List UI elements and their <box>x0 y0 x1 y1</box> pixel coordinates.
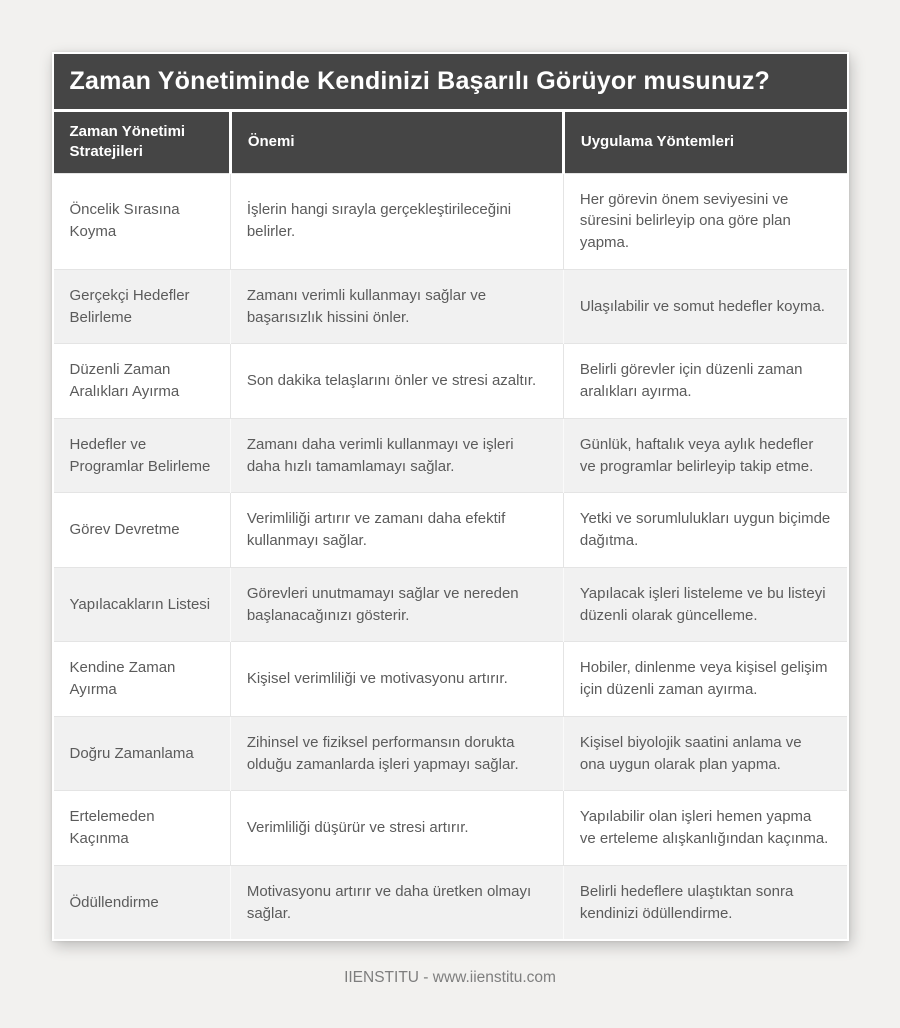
importance-cell: Zamanı daha verimli kullanmayı ve işleri daha hızlı tamamlamayı sağlar. <box>230 418 563 493</box>
strategy-cell: Doğru Zamanlama <box>54 716 231 791</box>
table-row <box>54 567 847 642</box>
method-cell: Hobiler, dinlenme veya kişisel gelişim için düzenli zaman ayırma. <box>563 642 846 717</box>
table-row <box>54 493 847 568</box>
method-cell: Kişisel biyolojik saatini anlama ve ona uygun olarak plan yapma. <box>563 716 846 791</box>
column-header-strategies: Zaman Yönetimi Stratejileri <box>54 112 231 173</box>
strategy-cell: Öncelik Sırasına Koyma <box>54 173 231 269</box>
table-row <box>54 716 847 791</box>
strategy-cell: Düzenli Zaman Aralıkları Ayırma <box>54 344 231 419</box>
importance-cell: Kişisel verimliliği ve motivasyonu artırır. <box>230 642 563 717</box>
strategy-cell: Ertelemeden Kaçınma <box>54 791 231 866</box>
strategy-cell: Görev Devretme <box>54 493 231 568</box>
strategy-cell: Kendine Zaman Ayırma <box>54 642 231 717</box>
importance-cell: Verimliliği düşürür ve stresi artırır. <box>230 791 563 866</box>
table-row <box>54 642 847 717</box>
importance-cell: İşlerin hangi sırayla gerçekleştirileceğini belirler. <box>230 173 563 269</box>
method-cell: Ulaşılabilir ve somut hedefler koyma. <box>563 269 846 344</box>
method-cell: Belirli hedeflere ulaştıktan sonra kendinizi ödüllendirme. <box>563 865 846 939</box>
method-cell: Yapılabilir olan işleri hemen yapma ve erteleme alışkanlığından kaçınma. <box>563 791 846 866</box>
table-row <box>54 791 847 866</box>
strategies-table <box>54 112 847 939</box>
method-cell: Belirli görevler için düzenli zaman aralıkları ayırma. <box>563 344 846 419</box>
table-row <box>54 173 847 269</box>
importance-cell: Motivasyonu artırır ve daha üretken olmayı sağlar. <box>230 865 563 939</box>
table-row <box>54 865 847 939</box>
strategy-cell: Gerçekçi Hedefler Belirleme <box>54 269 231 344</box>
importance-cell: Zamanı verimli kullanmayı sağlar ve başarısızlık hissini önler. <box>230 269 563 344</box>
table-row <box>54 269 847 344</box>
column-header-methods: Uygulama Yöntemleri <box>563 112 846 173</box>
table-header-row <box>54 112 847 173</box>
column-header-importance: Önemi <box>230 112 563 173</box>
table-row <box>54 344 847 419</box>
strategy-cell: Yapılacakların Listesi <box>54 567 231 642</box>
method-cell: Günlük, haftalık veya aylık hedefler ve programlar belirleyip takip etme. <box>563 418 846 493</box>
importance-cell: Zihinsel ve fiziksel performansın dorukta olduğu zamanlarda işleri yapmayı sağlar. <box>230 716 563 791</box>
page-title: Zaman Yönetiminde Kendinizi Başarılı Görüyor musunuz? <box>54 54 847 109</box>
method-cell: Yapılacak işleri listeleme ve bu listeyi düzenli olarak güncelleme. <box>563 567 846 642</box>
strategy-cell: Ödüllendirme <box>54 865 231 939</box>
strategy-cell: Hedefler ve Programlar Belirleme <box>54 418 231 493</box>
table-row <box>54 418 847 493</box>
time-management-table-card <box>52 52 849 941</box>
importance-cell: Görevleri unutmamayı sağlar ve nereden başlanacağınızı gösterir. <box>230 567 563 642</box>
footer-credit: IIENSTITU - www.iienstitu.com <box>344 969 556 987</box>
method-cell: Her görevin önem seviyesini ve süresini belirleyip ona göre plan yapma. <box>563 173 846 269</box>
importance-cell: Verimliliği artırır ve zamanı daha efektif kullanmayı sağlar. <box>230 493 563 568</box>
importance-cell: Son dakika telaşlarını önler ve stresi azaltır. <box>230 344 563 419</box>
method-cell: Yetki ve sorumlulukları uygun biçimde dağıtma. <box>563 493 846 568</box>
